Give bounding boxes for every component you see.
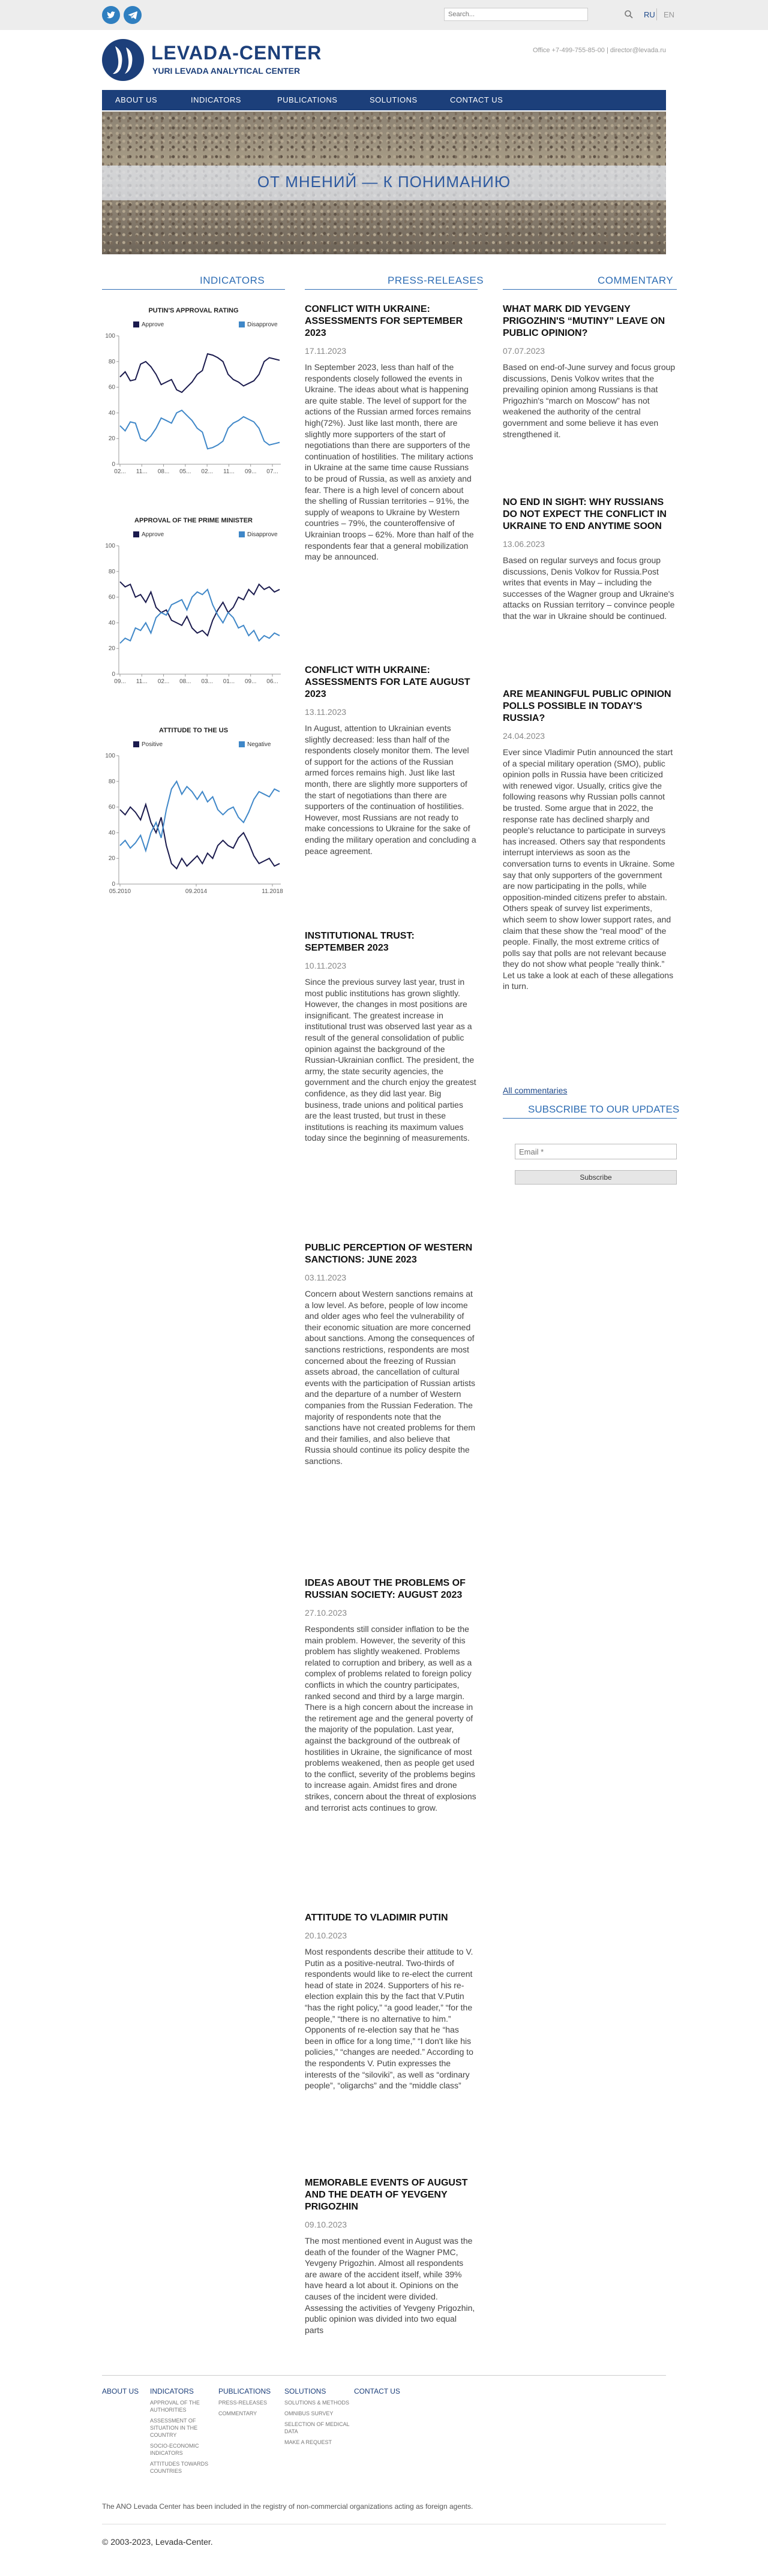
series-line-negative: [120, 781, 280, 851]
press-summary: Since the previous survey last year, trust in most public institutions has grown slightly. However, the changes in most positions are insignificant. The greatest increase in institutional trust was observed last year as a result of the general consolidation of public opinion against the background of the Russian-Ukrainian conflict. The president, the army, the state security agencies, the government and the church enjoy the greatest confidence, as they did last year. Big business, trade unions and political parties are the least trusted, but trust in these institutions is reaching its maximum values today since the beginning of measurements.: [305, 977, 476, 1143]
nav-solutions[interactable]: SOLUTIONS: [370, 95, 418, 104]
series-line-approve: [120, 354, 280, 392]
commentary-item: [503, 497, 676, 622]
series-line-disapprove: [120, 410, 280, 449]
press-rule: [305, 289, 478, 290]
press-title[interactable]: IDEAS ABOUT THE PROBLEMS OF RUSSIAN SOCIETY: AUGUST 2023: [305, 1578, 466, 1600]
commentary-date: 24.04.2023: [503, 731, 545, 741]
commentary-heading[interactable]: COMMENTARY: [598, 275, 674, 286]
x-tick-label: 09...: [244, 678, 257, 685]
indicators-rule: [102, 289, 285, 290]
subscribe-button[interactable]: Subscribe: [515, 1170, 677, 1185]
search-input[interactable]: [444, 8, 588, 21]
commentary-summary: Based on end-of-June survey and focus group discussions, Denis Volkov writes that the prevailing opinion among Russians is that Prigozhin's “march on Moscow” has not weakened the authority of the central government and some believe it has even strengthened it.: [503, 362, 676, 439]
x-tick-label: 09...: [244, 468, 257, 475]
language-ru-link[interactable]: RU: [644, 10, 655, 19]
y-tick-label: 40: [108, 410, 115, 417]
press-summary: The most mentioned event in August was the death of the founder of the Wagner PMC, Yevgeny Prigozhin. Almost all respondents are aware of the accident itself, while 39% have heard a lot about it. Opinions on the causes of the incident were divided. Assessing the activities of Yevgeny Prigozhin, public opinion was divided into two equal parts: [305, 2236, 475, 2335]
site-subtitle: YURI LEVADA ANALYTICAL CENTER: [152, 66, 301, 76]
footer-column-indicators: [150, 2387, 216, 2475]
hero-banner: [102, 112, 666, 254]
press-title[interactable]: MEMORABLE EVENTS OF AUGUST AND THE DEATH OF YEVGENY PRIGOZHIN: [305, 2178, 468, 2212]
commentary-title[interactable]: WHAT MARK DID YEVGENY PRIGOZHIN'S “MUTINY” LEAVE ON PUBLIC OPINION?: [503, 304, 665, 338]
press-date: 17.11.2023: [305, 346, 347, 356]
chart-putin-approval[interactable]: [102, 307, 285, 487]
footer-link[interactable]: SOLUTIONS & METHODS: [284, 2400, 350, 2406]
press-date: 09.10.2023: [305, 2220, 347, 2229]
series-line-disapprove: [120, 590, 280, 644]
commentary-item: [503, 689, 676, 992]
footer-heading[interactable]: ABOUT US: [102, 2387, 139, 2395]
chart-title: PUTIN'S APPROVAL RATING: [148, 307, 239, 314]
press-heading[interactable]: PRESS-RELEASES: [388, 275, 484, 286]
footer-link[interactable]: MAKE A REQUEST: [284, 2439, 332, 2445]
x-tick-label: 11...: [223, 468, 235, 475]
y-tick-label: 0: [112, 881, 115, 888]
language-en-link[interactable]: EN: [664, 10, 675, 19]
legend-item: [239, 741, 271, 748]
press-item: [305, 1577, 476, 1813]
y-tick-label: 60: [108, 594, 115, 601]
press-title[interactable]: ATTITUDE TO VLADIMIR PUTIN: [305, 1913, 448, 1923]
x-tick-label: 02...: [114, 468, 126, 475]
chart-plot: [102, 541, 285, 697]
commentary-title[interactable]: NO END IN SIGHT: WHY RUSSIANS DO NOT EXPECT THE CONFLICT IN UKRAINE TO END ANYTIME SOON: [503, 497, 667, 531]
series-line-approve: [120, 582, 280, 636]
copyright: © 2003-2023, Levada-Center.: [102, 2537, 213, 2547]
x-tick-label: 11...: [136, 468, 148, 475]
y-tick-label: 0: [112, 671, 115, 678]
press-date: 20.10.2023: [305, 1931, 347, 1940]
commentary-date: 13.06.2023: [503, 539, 545, 549]
subscribe-rule: [503, 1118, 677, 1119]
search-icon[interactable]: [624, 10, 634, 19]
logo-icon[interactable]: [102, 39, 144, 81]
press-item: [305, 2177, 476, 2335]
x-tick-label: 03...: [201, 678, 213, 685]
press-item: [305, 1242, 476, 1467]
legend-label: Positive: [142, 741, 163, 748]
x-tick-label: 02...: [157, 678, 170, 685]
nav-contact-us[interactable]: CONTACT US: [450, 95, 503, 104]
y-tick-label: 40: [108, 829, 115, 837]
main-navigation: [102, 90, 666, 110]
x-tick-label: 07...: [266, 468, 278, 475]
chart-attitude-to-us[interactable]: [102, 727, 285, 907]
y-tick-label: 100: [105, 543, 115, 549]
footer-link[interactable]: SELECTION OF MEDICAL DATA: [284, 2421, 350, 2434]
footer-link[interactable]: OMNIBUS SURVEY: [284, 2410, 334, 2416]
nav-publications[interactable]: PUBLICATIONS: [277, 95, 338, 104]
legend-label: Disapprove: [247, 531, 278, 538]
telegram-icon[interactable]: [124, 6, 142, 24]
commentary-item: [503, 303, 676, 440]
legend-item: [133, 741, 163, 748]
press-summary: In August, attention to Ukrainian events slightly decreased: less than half of the respondents closely monitor them. The level of support for the actions of the Russian armed forces remains high. Just like last month, there are slightly more supporters of the start of negotiations than there are supporters of the continuation of hostilities. However, most Russians are not ready to make concessions to Ukraine for the sake of ending the military operation and concluding a peace agreement.: [305, 723, 476, 856]
press-date: 27.10.2023: [305, 1608, 347, 1618]
footer-heading[interactable]: INDICATORS: [150, 2387, 194, 2395]
press-title[interactable]: PUBLIC PERCEPTION OF WESTERN SANCTIONS: JUNE 2023: [305, 1243, 473, 1265]
footer-column-solutions: [284, 2387, 350, 2446]
press-summary: In September 2023, less than half of the respondents closely followed the events in Ukraine. The ideas about what is happening are quite stable. The level of support for the actions of the Russian armed forces remains high(72%). Just like last month, there are slightly more supporters of the start of negotiations than there are supporters of the continuation of hostilities. The military actions in Ukraine at the same time cause Russians to be proud of Russia, as well as anxiety and fear. There is a high level of concern about the shelling of Russian territories – 91%, the supply of weapons to Ukraine by Western countries – 79%, the counteroffensive of Ukrainian troops – 62%. More than half of the respondents fear that a general mobilization may be announced.: [305, 362, 474, 562]
x-tick-label: 05...: [179, 468, 191, 475]
chart-title: APPROVAL OF THE PRIME MINISTER: [134, 517, 253, 524]
footer-column-publications: [218, 2387, 284, 2417]
press-date: 03.11.2023: [305, 1273, 347, 1282]
x-tick-label: 06...: [266, 678, 278, 685]
press-summary: Concern about Western sanctions remains at a low level. As before, people of low income and older ages who feel the vulnerability of their economic situation are more concerned about sanctions. Among the consequences of sanctions restrictions, respondents are most concerned about the freezing of Russian assets abroad, the cancellation of cultural events with the participation of Russian artists and the departure of a number of Western companies from the Russian Federation. The majority of respondents note that the sanctions have not created problems for them and their families, and also believe that Russia should continue its policy despite the sanctions.: [305, 1289, 476, 1466]
x-tick-label: 01...: [223, 678, 235, 685]
press-date: 10.11.2023: [305, 961, 347, 970]
legend-item: [239, 531, 278, 538]
top-bar: [0, 0, 768, 30]
footer-column-contact: [354, 2387, 420, 2395]
legend-label: Disapprove: [247, 321, 278, 328]
legend-label: Approve: [142, 321, 164, 328]
commentary-summary: Based on regular surveys and focus group discussions, Denis Volkov for Russia.Post writes that events in May – including the successes of the Wagner group and Ukraine's attacks on Russian territory – convince people that the war in Ukraine should be continued.: [503, 555, 675, 621]
press-title[interactable]: CONFLICT WITH UKRAINE: ASSESSMENTS FOR LATE AUGUST 2023: [305, 665, 470, 699]
legend-label: Approve: [142, 531, 164, 538]
all-commentaries-link[interactable]: All commentaries: [503, 1086, 568, 1095]
y-tick-label: 80: [108, 568, 115, 575]
press-title[interactable]: INSTITUTIONAL TRUST: SEPTEMBER 2023: [305, 931, 415, 953]
y-tick-label: 60: [108, 804, 115, 811]
commentary-summary: Ever since Vladimir Putin announced the start of a special military operation (SMO), public opinion polls in Russia have been criticized with renewed vigor. Usually, critics give the following reasons why Russian polls cannot be trusted. Some argue that in 2022, the response rate has declined sharply and people's reluctance to participate in surveys has increased. Others say that respondents interrupt interviews as soon as the conversation turns to events in Ukraine. Some say that only supporters of the government are now participating in the polls, while opposition-minded citizens prefer to abstain. Others speak of survey list experiments, which seem to show lower support rates, and claim that these show the “real mood” of the people. Finally, the most extreme critics of polls say that polls are not relevant because they do not show what people “really think.” Let us take a look at each of these allegations in turn.: [503, 747, 675, 991]
indicators-heading[interactable]: INDICATORS: [200, 275, 265, 286]
legend-item: [133, 531, 164, 538]
x-tick-label: 11.2018: [262, 888, 283, 895]
series-line-positive: [120, 804, 280, 868]
y-tick-label: 20: [108, 645, 115, 653]
y-tick-label: 80: [108, 358, 115, 365]
commentary-rule: [503, 289, 677, 290]
x-tick-label: 05.2010: [109, 888, 131, 895]
site-name[interactable]: LEVADA-CENTER: [151, 42, 322, 64]
press-summary: Most respondents describe their attitude to V. Putin as a positive-neutral. Two-thirds of respondents would like to re-elect the current head of state in 2024. Supporters of his re-election explain this by the fact that V.Putin “has the right policy,” “a good leader,” “for the people,” “there is no alternative to him.” Opponents of re-election say that he “has been in office for a long time,” “I don't like his policies,” “changes are needed.” According to the respondents V. Putin expresses the interests of the “siloviki”, as well as “ordinary people”, “oligarchs” and the “middle class”: [305, 1947, 473, 2091]
commentary-title[interactable]: ARE MEANINGFUL PUBLIC OPINION POLLS POSSIBLE IN TODAY'S RUSSIA?: [503, 689, 671, 723]
y-tick-label: 20: [108, 855, 115, 862]
press-date: 13.11.2023: [305, 707, 347, 717]
commentary-date: 07.07.2023: [503, 346, 545, 356]
chart-plot: [102, 751, 285, 907]
chart-legend: [102, 531, 285, 541]
x-tick-label: 08...: [157, 468, 170, 475]
y-tick-label: 80: [108, 778, 115, 785]
banner-slogan: ОТ МНЕНИЙ — К ПОНИМАНИЮ: [257, 173, 511, 191]
email-field[interactable]: [515, 1144, 677, 1159]
y-tick-label: 60: [108, 384, 115, 391]
footer-divider: [102, 2375, 666, 2376]
footer-link[interactable]: PRESS-RELEASES: [218, 2400, 268, 2406]
legend-item: [133, 321, 164, 328]
legend-label: Negative: [247, 741, 271, 748]
legend-item: [239, 321, 278, 328]
x-tick-label: 09...: [114, 678, 126, 685]
footer-heading[interactable]: SOLUTIONS: [284, 2387, 326, 2395]
nav-indicators[interactable]: INDICATORS: [191, 95, 241, 104]
chart-legend: [102, 321, 285, 331]
press-item: [305, 1912, 476, 2091]
chart-plot: [102, 331, 285, 487]
y-tick-label: 0: [112, 461, 115, 468]
chart-title: ATTITUDE TO THE US: [158, 727, 229, 734]
y-tick-label: 100: [105, 333, 115, 339]
footer-link[interactable]: SOCIO-ECONOMIC INDICATORS: [150, 2443, 199, 2456]
x-tick-label: 08...: [179, 678, 191, 685]
footer-link[interactable]: ASSESSMENT OF SITUATION IN THE COUNTRY: [150, 2418, 198, 2438]
press-item: [305, 930, 476, 1144]
footer-link[interactable]: APPROVAL OF THE AUTHORITIES: [150, 2400, 200, 2413]
x-tick-label: 02...: [201, 468, 213, 475]
subscribe-heading: SUBSCRIBE TO OUR UPDATES: [528, 1104, 680, 1115]
footer-heading[interactable]: PUBLICATIONS: [218, 2387, 271, 2395]
twitter-icon[interactable]: [102, 6, 120, 24]
press-item: [305, 665, 476, 856]
y-tick-label: 20: [108, 435, 115, 443]
nav-about-us[interactable]: ABOUT US: [115, 95, 158, 104]
press-title[interactable]: CONFLICT WITH UKRAINE: ASSESSMENTS FOR SEPTEMBER 2023: [305, 304, 463, 338]
contact-info: Office +7-499-755-85-00 | director@levada.ru: [532, 47, 666, 54]
y-tick-label: 40: [108, 620, 115, 627]
x-tick-label: 11...: [136, 678, 148, 685]
y-tick-label: 100: [105, 753, 115, 759]
footer-link[interactable]: ATTITUDES TOWARDS COUNTRIES: [150, 2461, 209, 2474]
x-tick-label: 09.2014: [185, 888, 208, 895]
chart-prime-minister-approval[interactable]: [102, 517, 285, 697]
footer-link[interactable]: COMMENTARY: [218, 2410, 257, 2416]
press-item: [305, 303, 476, 563]
language-divider: [656, 8, 657, 20]
registry-note: The ANO Levada Center has been included in the registry of non-commercial organizations acting as foreign agents.: [102, 2502, 473, 2511]
chart-legend: [102, 741, 285, 751]
press-summary: Respondents still consider inflation to be the main problem. However, the severity of this problem has slightly weakened. Problems related to corruption and bribery, as well as a complex of problems related to foreign policy conflicts in which the country participates, ranked second and third by a large margin. There is a high concern about the increase in the retirement age and the general poverty of the majority of the population. Last year, against the background of the outbreak of hostilities in Ukraine, the significance of most problems weakened, then as people get used to the conflict, severity of the problems begins to increase again. Amidst fires and drone strikes, concern about the threat of explosions and terrorist acts continues to grow.: [305, 1624, 476, 1812]
footer-heading[interactable]: CONTACT US: [354, 2387, 400, 2395]
